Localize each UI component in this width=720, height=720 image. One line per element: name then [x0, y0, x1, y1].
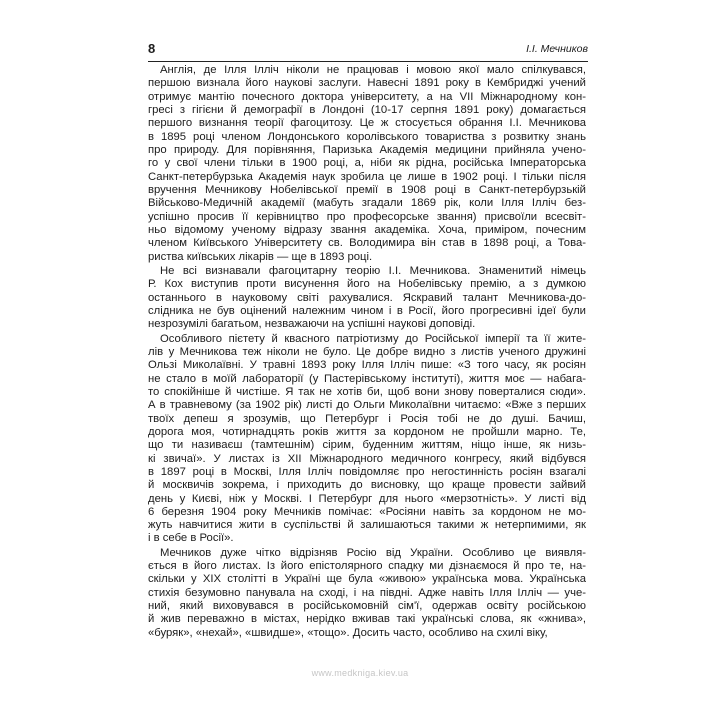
text-line: го у свої члени тільки в 1900 році, а, ніби як рідна, російська Імператорська [148, 157, 586, 170]
text-line: в 1895 році членом Лондонського королівського товариства з розвитку знань [148, 130, 586, 143]
text-line: Військово-Медичній академії (мабуть згадали 1869 рік, коли Ілля Ілліч без- [148, 197, 586, 210]
text-line: що ти називаєш (тамтешнім) сірим, буденним життям, ніщо інше, як низь- [148, 439, 586, 452]
text-line: ний, який виховувався в російськомовній сім'ї, одержав освіту російською [148, 600, 586, 613]
page-number: 8 [148, 41, 156, 56]
text-line: кі звичаї». У листах із XII Міжнародного медичного конгресу, який відбувся [148, 452, 586, 465]
text-line: гресі з гігієни й демографії в Лондоні (10-17 серпня 1891 року) домагається [148, 103, 586, 116]
text-line: скільки у XIX столітті в Україні ще була «живою» українська мова. Українська [148, 573, 586, 586]
text-line: в 1897 році в Москві, Ілля Ілліч повідомляє про негостинність росіян взагалі [148, 465, 586, 478]
text-line: першого визнання теорії фагоцитозу. Це ж стосується обрання І.І. Мечникова [148, 117, 586, 130]
text-line: дорога моя, чотирнадцять років життя за кордоном не пройшли марно. Те, [148, 425, 586, 438]
text-line: членом Київського Університету св. Володимира він став в 1898 році, а Това- [148, 237, 586, 250]
text-line: лів у Мечникова теж ніколи не було. Це добре видно з листів ученого дружині [148, 345, 586, 358]
text-line: жуть навчитися жити в суспільстві й залишаються такими ж нетерпимими, як [148, 519, 586, 532]
text-line: не стало в моїй лабораторії (у Пастерівському інституті), життя моє — набага- [148, 372, 586, 385]
text-line: А в травневому (за 1902 рік) листі до Ольги Миколаївни читаємо: «Вже з перших [148, 399, 586, 412]
text-line: то спокійніше й чистіше. Я так не хотів би, щоб вони знову поверталися сюди». [148, 385, 586, 398]
text-line: першою визнала його наукові заслуги. Навесні 1891 року в Кембриджі учений [148, 77, 586, 90]
text-line: стихія безумовно панувала на сході, і на півдні. Адже навіть Ілля Ілліч — уче- [148, 586, 586, 599]
text-line: ється в його листах. Із його епістолярного спадку ми дізнаємося й про те, на- [148, 560, 586, 573]
body-text [148, 64, 586, 641]
text-line: останнього в науковому світі рахувалися. Яскравий талант Мечникова-до- [148, 291, 586, 304]
paragraph [148, 64, 586, 264]
text-line: й жив переважно в містах, нерідко вживав такі українські слова, як «жнива», [148, 613, 586, 626]
text-line: Англія, де Ілля Ілліч ніколи не працював і мовою якої мало спілкувався, [160, 64, 586, 76]
text-line: Особливого пієтету й квасного патріотизму до Російської імперії та її жите- [160, 332, 586, 345]
page-header [148, 41, 588, 62]
text-line: отримує мантію почесного доктора університету, а на VII Міжнародному кон- [148, 90, 586, 103]
text-line: і в себе в Росії». [148, 532, 234, 545]
text-line: вручення Мечникову Нобелівської премії в 1908 році в Санкт-петербурзькій [148, 183, 586, 196]
paragraph [148, 265, 586, 332]
text-line: твоїх депеш я зрозумів, що Петербург і Росія тобі не до душі. Бачиш, [148, 412, 586, 425]
text-line: риства київських лікарів — ще в 1893 році. [148, 250, 373, 263]
text-line: Р. Кох виступив проти висунення його на Нобелівську премію, а з думкою [148, 278, 586, 291]
text-line: незрозумілі багатьом, незважаючи на успішні наукові доповіді. [148, 318, 476, 331]
text-line: Санкт-петербурзька Академія наук зробила це лише в 1902 році. І тільки після [148, 170, 586, 183]
watermark: www.medkniga.kiev.ua [311, 668, 409, 678]
running-head: І.І. Мечников [526, 43, 588, 55]
paragraph [148, 547, 586, 640]
text-line: «буряк», «нехай», «швидше», «тощо». Досить часто, особливо на схилі віку, [148, 626, 548, 639]
text-line: Не всі визнавали фагоцитарну теорію І.І. Мечникова. Знаменитий німець [160, 264, 586, 277]
text-line: день у Києві, ніж у Москві. І Петербург для нього «мерзотність». У листі від [148, 492, 586, 505]
text-line: ньо відомому ученому відразу звання академіка. Хоча, приміром, почесним [148, 223, 586, 236]
paragraph [148, 333, 586, 546]
text-line: й москвичів зокрема, і приходить до висновку, що краще провести зайвий [148, 479, 586, 492]
text-line: успішно просив її керівництво про професорське звання) присвоїли всесвіт- [148, 210, 586, 223]
text-line: Ользі Миколаївні. У травні 1893 року Ілля Ілліч пише: «З того часу, як росіян [148, 359, 586, 372]
text-line: слідника не був оцінений належним чином і в Росії, його прогресивні ідеї були [148, 304, 586, 317]
text-line: про природу. Для порівняння, Паризька Академія медицини прийняла учено- [148, 143, 586, 156]
text-line: 6 березня 1904 року Мечників помічає: «Росіяни навіть за кордоном не мо- [148, 505, 586, 518]
text-line: Мечников дуже чітко відрізняв Росію від України. Особливо це виявля- [160, 546, 586, 559]
